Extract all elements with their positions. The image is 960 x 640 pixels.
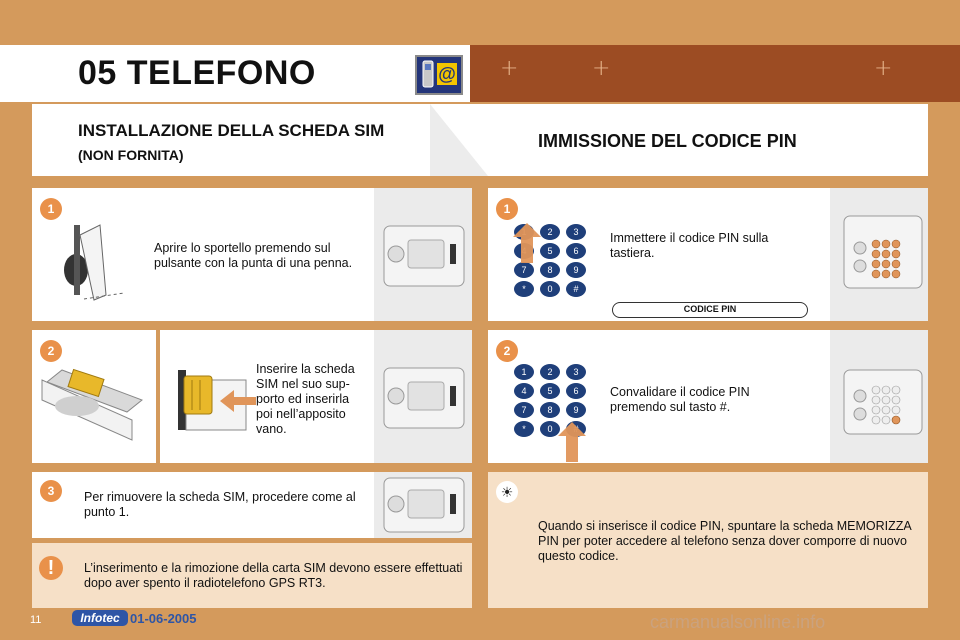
tip-text: Quando si inserisce il codice PIN, spuntare la scheda MEMORIZZA PIN per poter accedere al telefono senza dover comporre di nuovo questo codice. (538, 519, 912, 563)
decorative-plus: + (874, 56, 893, 81)
keypad-key-label: * (522, 424, 526, 434)
keypad-key-label: 6 (573, 246, 579, 256)
keypad-key-label: 4 (521, 386, 527, 396)
phone-device-illustration (830, 188, 928, 321)
radio-illustration-area (374, 188, 472, 321)
keypad-key-label: 9 (573, 265, 579, 275)
radio-panel-illustration (374, 330, 472, 463)
keypad-key-label: 5 (547, 246, 553, 256)
keypad-key-label: 7 (521, 265, 527, 275)
keypad-key-label: 7 (521, 405, 527, 415)
step-text-2: Inserire la scheda SIM nel suo sup-porto ed inserirla poi nell’apposito vano. (256, 362, 355, 436)
phone-keypad-area (830, 330, 928, 463)
keypad-key-label: 5 (547, 386, 553, 396)
radio-panel-illustration (374, 188, 472, 321)
page-title: 05 TELEFONO (78, 54, 316, 92)
step-number-3: 3 (40, 480, 62, 502)
radio-illustration-area (374, 472, 472, 538)
phone-at-icon (415, 55, 463, 95)
keypad-key-label: 8 (547, 405, 553, 415)
phone-keypad-area (830, 188, 928, 321)
phone-device-illustration (830, 330, 928, 463)
pin-step-number-2: 2 (496, 340, 518, 362)
radio-panel-illustration (374, 472, 472, 538)
keypad-key-label: # (573, 284, 579, 294)
step-number-1: 1 (40, 198, 62, 220)
keypad-key-label: 9 (573, 405, 579, 415)
page-number: 11 (30, 614, 42, 626)
insert-arrow-icon (220, 388, 256, 419)
keypad-key-label: 3 (573, 367, 579, 377)
keypad-key-label: 1 (521, 367, 527, 377)
divider-shape (430, 104, 488, 176)
pin-step-text-2: Convalidare il codice PIN premendo sul tasto #. (610, 385, 750, 414)
decorative-plus: + (500, 56, 519, 81)
keypad-key-label: 8 (547, 265, 553, 275)
lightbulb-icon: ☀ (496, 481, 518, 503)
document-date: 01-06-2005 (130, 611, 197, 626)
keypad-key-label: 2 (547, 227, 553, 237)
section-subtitle-sim: (NON FORNITA) (78, 147, 184, 163)
up-arrow-icon (513, 223, 541, 268)
pin-code-badge: CODICE PIN (612, 302, 808, 318)
step-text-3: Per rimuovere la scheda SIM, procedere come al punto 1. (84, 490, 356, 519)
keypad-key-label: 0 (547, 424, 553, 434)
keypad-key-label: 0 (547, 284, 553, 294)
radio-illustration-area (374, 330, 472, 463)
warning-icon: ! (39, 556, 63, 580)
keypad-key-label: 2 (547, 367, 553, 377)
brand-logo: Infotec (72, 610, 128, 626)
keypad-key-label: 6 (573, 386, 579, 396)
watermark: carmanualsonline.info (650, 612, 826, 632)
section-title-sim: INSTALLAZIONE DELLA SCHEDA SIM (78, 121, 385, 140)
pin-step-text-1: Immettere il codice PIN sulla tastiera. (610, 231, 769, 260)
keypad-key-label: * (522, 284, 526, 294)
step-text-1: Aprire lo sportello premendo sul pulsante con la punta di una penna. (154, 241, 353, 270)
sim-door-illustration (54, 215, 144, 315)
decorative-plus: + (592, 56, 611, 81)
warning-text: L’inserimento e la rimozione della carta SIM devono essere effettuati dopo aver spento il radiotelefono GPS RT3. (84, 561, 463, 590)
section-title-pin: IMMISSIONE DEL CODICE PIN (538, 131, 797, 151)
keypad-key-label: 3 (573, 227, 579, 237)
pin-step-number-1: 1 (496, 198, 518, 220)
svg-text:@: @ (438, 64, 456, 84)
step-number-2: 2 (40, 340, 62, 362)
hash-arrow-icon (558, 422, 586, 467)
